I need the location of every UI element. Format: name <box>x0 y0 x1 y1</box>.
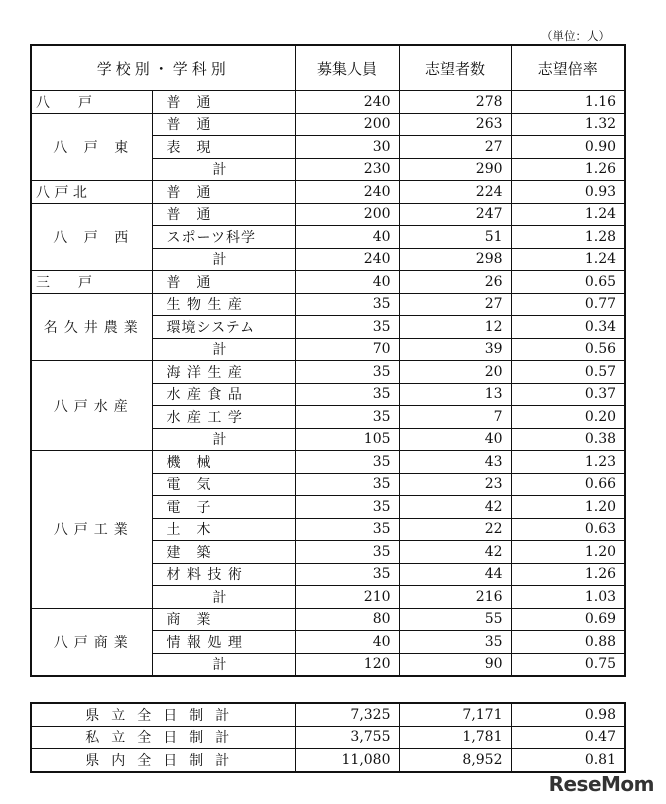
header-applicants: 志望者数 <box>399 45 511 91</box>
applicants-cell: 216 <box>399 586 511 609</box>
recruit-cell: 30 <box>295 136 399 159</box>
recruit-cell: 35 <box>295 383 399 406</box>
recruit-cell: 200 <box>295 113 399 136</box>
applicants-cell: 224 <box>399 181 511 204</box>
applicants-cell: 12 <box>399 316 511 339</box>
course-name: 土 木 <box>152 518 295 541</box>
ratio-cell: 0.69 <box>511 608 625 631</box>
recruit-cell: 35 <box>295 293 399 316</box>
totals-ratio-cell: 0.81 <box>511 749 625 772</box>
ratio-cell: 1.16 <box>511 91 625 114</box>
applicants-cell: 20 <box>399 361 511 384</box>
ratio-cell: 0.66 <box>511 473 625 496</box>
totals-recruit-cell: 7,325 <box>295 703 399 726</box>
applicants-cell: 51 <box>399 226 511 249</box>
totals-label: 県立全日制計 <box>31 703 295 726</box>
ratio-cell: 1.26 <box>511 158 625 181</box>
applicants-cell: 13 <box>399 383 511 406</box>
applicants-cell: 39 <box>399 338 511 361</box>
applicants-cell: 26 <box>399 271 511 294</box>
recruit-cell: 240 <box>295 248 399 271</box>
applicants-cell: 43 <box>399 451 511 474</box>
totals-row <box>31 749 625 772</box>
ratio-cell: 0.37 <box>511 383 625 406</box>
ratio-cell: 1.24 <box>511 203 625 226</box>
course-name: 海 洋 生 産 <box>152 361 295 384</box>
applicants-cell: 90 <box>399 653 511 676</box>
school-name: 八 戸 <box>31 91 152 114</box>
ratio-cell: 1.20 <box>511 541 625 564</box>
recruit-cell: 200 <box>295 203 399 226</box>
school-name: 三 戸 <box>31 271 152 294</box>
table-row <box>31 271 625 294</box>
applicants-cell: 290 <box>399 158 511 181</box>
ratio-cell: 1.28 <box>511 226 625 249</box>
course-name: 材 料 技 術 <box>152 563 295 586</box>
course-name: 普 通 <box>152 271 295 294</box>
course-name: 建 築 <box>152 541 295 564</box>
applicants-cell: 35 <box>399 631 511 654</box>
header-ratio: 志望倍率 <box>511 45 625 91</box>
ratio-cell: 0.90 <box>511 136 625 159</box>
totals-row <box>31 726 625 749</box>
applicants-cell: 278 <box>399 91 511 114</box>
recruit-cell: 40 <box>295 271 399 294</box>
recruit-cell: 40 <box>295 631 399 654</box>
course-name: 機 械 <box>152 451 295 474</box>
recruit-cell: 70 <box>295 338 399 361</box>
recruit-cell: 35 <box>295 451 399 474</box>
subtotal-label: 計 <box>152 586 295 609</box>
recruit-cell: 210 <box>295 586 399 609</box>
recruit-cell: 35 <box>295 406 399 429</box>
recruit-cell: 240 <box>295 91 399 114</box>
recruit-cell: 120 <box>295 653 399 676</box>
course-name: 生 物 生 産 <box>152 293 295 316</box>
ratio-cell: 0.93 <box>511 181 625 204</box>
school-name: 名久井農業 <box>31 293 152 361</box>
totals-row <box>31 703 625 726</box>
totals-label: 県内全日制計 <box>31 749 295 772</box>
recruit-cell: 240 <box>295 181 399 204</box>
ratio-cell: 1.23 <box>511 451 625 474</box>
recruit-cell: 35 <box>295 316 399 339</box>
course-name: 水 産 食 品 <box>152 383 295 406</box>
school-name: 八 戸 北 <box>31 181 152 204</box>
recruit-cell: 35 <box>295 361 399 384</box>
course-name: 表 現 <box>152 136 295 159</box>
main-table <box>30 44 626 677</box>
recruit-cell: 230 <box>295 158 399 181</box>
course-name: 普 通 <box>152 113 295 136</box>
recruit-cell: 80 <box>295 608 399 631</box>
resemom-logo: ReseMom <box>548 772 654 796</box>
recruit-cell: 35 <box>295 518 399 541</box>
totals-ratio-cell: 0.98 <box>511 703 625 726</box>
ratio-cell: 1.32 <box>511 113 625 136</box>
ratio-cell: 0.20 <box>511 406 625 429</box>
table-row <box>31 608 625 631</box>
applicants-cell: 263 <box>399 113 511 136</box>
totals-recruit-cell: 11,080 <box>295 749 399 772</box>
course-name: 普 通 <box>152 91 295 114</box>
subtotal-label: 計 <box>152 158 295 181</box>
school-name: 八 戸 東 <box>31 113 152 181</box>
applicants-cell: 55 <box>399 608 511 631</box>
recruit-cell: 35 <box>295 563 399 586</box>
table-row <box>31 293 625 316</box>
applicants-cell: 44 <box>399 563 511 586</box>
course-name: 電 子 <box>152 496 295 519</box>
totals-applicants-cell: 7,171 <box>399 703 511 726</box>
recruit-cell: 35 <box>295 496 399 519</box>
applicants-cell: 42 <box>399 496 511 519</box>
course-name: 普 通 <box>152 203 295 226</box>
recruit-cell: 105 <box>295 428 399 451</box>
table-row <box>31 203 625 226</box>
header-recruit: 募集人員 <box>295 45 399 91</box>
school-name: 八 戸 西 <box>31 203 152 271</box>
applicants-cell: 23 <box>399 473 511 496</box>
totals-applicants-cell: 8,952 <box>399 749 511 772</box>
table-row <box>31 451 625 474</box>
applicants-cell: 22 <box>399 518 511 541</box>
recruit-cell: 40 <box>295 226 399 249</box>
ratio-cell: 0.57 <box>511 361 625 384</box>
totals-applicants-cell: 1,781 <box>399 726 511 749</box>
course-name: 普 通 <box>152 181 295 204</box>
course-name: 情 報 処 理 <box>152 631 295 654</box>
table-row <box>31 181 625 204</box>
school-name: 八戸水産 <box>31 361 152 451</box>
subtotal-label: 計 <box>152 338 295 361</box>
header-school-course: 学校別・学科別 <box>31 45 295 91</box>
ratio-cell: 0.63 <box>511 518 625 541</box>
course-name: 水 産 工 学 <box>152 406 295 429</box>
applicants-cell: 40 <box>399 428 511 451</box>
course-name: 電 気 <box>152 473 295 496</box>
applicants-cell: 27 <box>399 293 511 316</box>
ratio-cell: 1.24 <box>511 248 625 271</box>
ratio-cell: 0.77 <box>511 293 625 316</box>
ratio-cell: 0.75 <box>511 653 625 676</box>
recruit-cell: 35 <box>295 541 399 564</box>
header-row <box>31 45 625 91</box>
table-row <box>31 91 625 114</box>
ratio-cell: 0.56 <box>511 338 625 361</box>
ratio-cell: 1.03 <box>511 586 625 609</box>
applicants-cell: 298 <box>399 248 511 271</box>
totals-table <box>30 702 626 773</box>
totals-recruit-cell: 3,755 <box>295 726 399 749</box>
ratio-cell: 1.26 <box>511 563 625 586</box>
table-row <box>31 113 625 136</box>
course-name: 商 業 <box>152 608 295 631</box>
course-name: 環境システム <box>152 316 295 339</box>
totals-label: 私立全日制計 <box>31 726 295 749</box>
applicants-cell: 247 <box>399 203 511 226</box>
course-name: スポーツ科学 <box>152 226 295 249</box>
table-row <box>31 361 625 384</box>
applicants-cell: 42 <box>399 541 511 564</box>
applicants-cell: 27 <box>399 136 511 159</box>
ratio-cell: 0.88 <box>511 631 625 654</box>
ratio-cell: 0.65 <box>511 271 625 294</box>
school-name: 八戸工業 <box>31 451 152 609</box>
totals-ratio-cell: 0.47 <box>511 726 625 749</box>
subtotal-label: 計 <box>152 653 295 676</box>
ratio-cell: 0.34 <box>511 316 625 339</box>
unit-note: （単位：人） <box>541 29 610 43</box>
ratio-cell: 0.38 <box>511 428 625 451</box>
subtotal-label: 計 <box>152 248 295 271</box>
recruit-cell: 35 <box>295 473 399 496</box>
applicants-cell: 7 <box>399 406 511 429</box>
school-name: 八戸商業 <box>31 608 152 676</box>
ratio-cell: 1.20 <box>511 496 625 519</box>
subtotal-label: 計 <box>152 428 295 451</box>
